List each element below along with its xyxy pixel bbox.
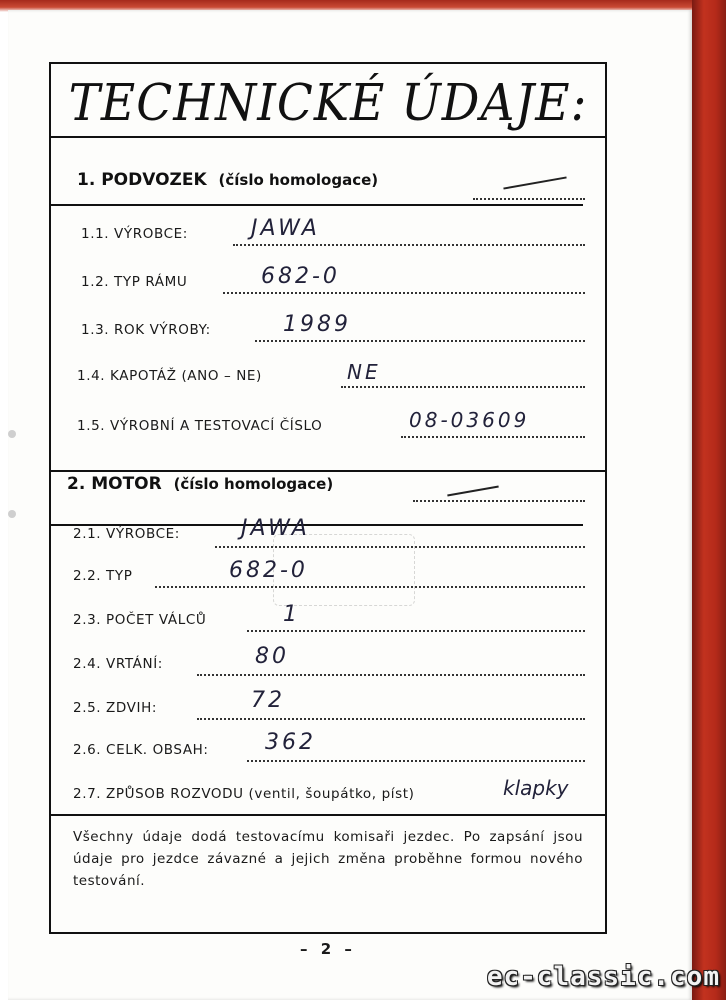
dotted-line [197, 674, 585, 676]
dotted-line [247, 760, 585, 762]
field-value: 72 [251, 688, 285, 713]
field-value: 682-0 [261, 264, 340, 289]
field-row [51, 558, 605, 592]
divider [51, 470, 605, 472]
binding-mark [8, 510, 16, 518]
section2-title: 2. MOTOR [67, 474, 162, 494]
field-row [51, 690, 605, 724]
field-row [51, 602, 605, 636]
field-row [51, 312, 605, 346]
dotted-line [341, 386, 585, 388]
section2-subtitle: (číslo homologace) [173, 475, 334, 493]
section2-heading [67, 474, 333, 494]
handwritten-dash [447, 486, 499, 497]
field-row [51, 776, 605, 810]
dotted-line [247, 630, 585, 632]
field-label: 2.6. CELK. OBSAH: [73, 742, 209, 758]
field-row [51, 358, 605, 392]
dotted-line [473, 198, 585, 200]
field-row [51, 216, 605, 250]
field-label: 2.5. ZDVIH: [73, 700, 157, 716]
technical-data-form [49, 62, 607, 934]
section1-heading [77, 170, 378, 190]
field-label: 1.4. KAPOTÁŽ (ANO – NE) [77, 368, 262, 384]
field-row [51, 732, 605, 766]
page-number: – 2 – [300, 940, 356, 958]
section1-subtitle: (číslo homologace) [218, 171, 379, 189]
field-label: 2.2. TYP [73, 568, 133, 584]
field-value: 80 [255, 644, 289, 669]
field-label: 1.2. TYP RÁMU [81, 274, 188, 290]
field-value: 1989 [283, 312, 351, 337]
field-label: 2.7. ZPŮSOB ROZVODU (ventil, šoupátko, píst) [73, 786, 415, 802]
divider [51, 136, 605, 138]
dotted-line [233, 244, 585, 246]
field-value: 362 [265, 730, 316, 755]
field-value: 1 [283, 602, 300, 627]
field-label: 2.4. VRTÁNÍ: [73, 656, 163, 672]
cover-edge-right [692, 0, 726, 1000]
dotted-line [223, 292, 585, 294]
field-value: 682-0 [229, 558, 308, 583]
divider [51, 204, 583, 206]
field-label: 2.1. VÝROBCE: [73, 526, 180, 542]
field-row [51, 646, 605, 680]
field-value: 08-03609 [409, 408, 530, 432]
field-value: NE [347, 360, 381, 384]
dotted-line [401, 436, 585, 438]
field-value: klapky [503, 776, 569, 800]
field-label: 1.3. ROK VÝROBY: [81, 322, 211, 338]
field-row [51, 264, 605, 298]
field-label: 2.3. POČET VÁLCŮ [73, 612, 207, 628]
dotted-line [413, 500, 585, 502]
watermark: ec-classic.com [486, 962, 720, 992]
booklet-page [8, 10, 692, 1000]
dotted-line [255, 340, 585, 342]
section1-title: 1. PODVOZEK [77, 170, 207, 190]
form-title: TECHNICKÉ ÚDAJE: [68, 73, 588, 134]
dotted-line [215, 546, 585, 548]
dotted-line [155, 586, 585, 588]
divider [51, 814, 605, 816]
field-row [51, 408, 605, 442]
dotted-line [197, 718, 585, 720]
note-text: Všechny údaje dodá testovacímu komisaři jezdec. Po zapsání jsou údaje pro jezdce závazné a jejich změna proběhne formou nového testování. [73, 829, 583, 889]
field-label: 1.1. VÝROBCE: [81, 226, 188, 242]
handwritten-dash [503, 176, 566, 189]
field-label: 1.5. VÝROBNÍ A TESTOVACÍ ČÍSLO [77, 418, 323, 434]
field-row [51, 516, 605, 550]
field-value: JAWA [251, 216, 320, 241]
field-value: JAWA [241, 516, 310, 541]
binding-mark [8, 430, 16, 438]
